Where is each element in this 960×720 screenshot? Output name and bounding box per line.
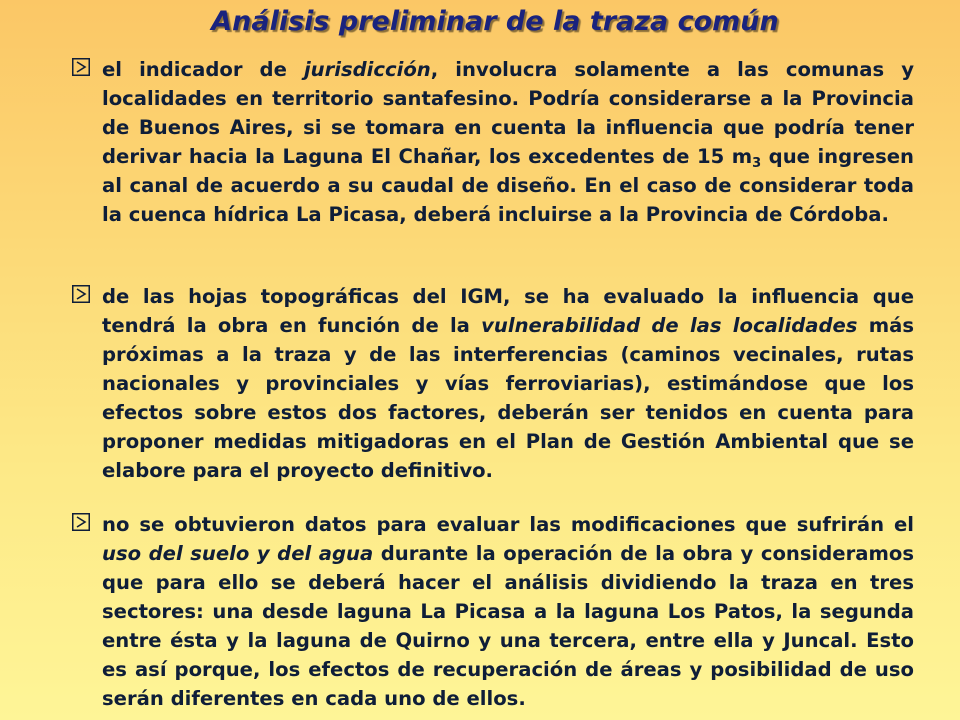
bullet-text	[102, 55, 914, 229]
bullet-item-jurisdiccion	[72, 55, 914, 229]
text-run: más próximas a la traza y de las interferencias (caminos vecinales, rutas nacionales y provinciales y vías ferroviarias), estimándose que los efectos sobre estos dos factores, deberán ser tenidos en cuenta para proponer medidas mitigadoras en el Plan de Gestión Ambiental que se elabore para el proyecto definitivo.	[102, 314, 915, 482]
emphasized-text: jurisdicción	[303, 58, 431, 81]
bullet-item-vulnerabilidad	[72, 282, 914, 485]
bullet-text	[102, 282, 914, 485]
text-run: no se obtuvieron datos para evaluar las modificaciones que sufrirán el	[102, 513, 914, 536]
arrowhead-bullet-icon	[72, 285, 90, 303]
arrowhead-bullet-icon	[72, 58, 90, 76]
text-run: el indicador de	[102, 58, 304, 81]
slide-title: Análisis preliminar de la traza común	[211, 6, 779, 37]
subscript-text: 3	[752, 156, 762, 171]
emphasized-text: vulnerabilidad de las localidades	[481, 314, 858, 337]
arrowhead-bullet-icon	[72, 513, 90, 531]
text-run: que ingresen al canal de acuerdo a su caudal de diseño. En el caso de considerar toda la cuenca hídrica La Picasa, deberá incluirse a la Provincia de Córdoba.	[102, 145, 914, 226]
text-run: de las hojas topográficas del IGM, se ha evaluado la influencia que tendrá la obra en función de la	[102, 285, 914, 337]
bullet-item-uso-suelo	[72, 510, 914, 713]
bullet-text	[102, 510, 914, 713]
emphasized-text: uso del suelo y del agua	[102, 542, 374, 565]
text-run: durante la operación de la obra y consideramos que para ello se deberá hacer el análisis dividiendo la traza en tres sectores: una desde laguna La Picasa a la laguna Los Patos, la segunda entre ésta y la laguna de Quirno y una tercera, entre ella y Juncal. Esto es así porque, los efectos de recuperación de áreas y posibilidad de uso serán diferentes en cada uno de ellos.	[102, 542, 915, 710]
text-run: , involucra solamente a las comunas y localidades en territorio santafesino. Podría considerarse a la Provincia de Buenos Aires, si se tomara en cuenta la influencia que podría tener derivar hacia la Laguna El Chañar, los excedentes de 15 m	[102, 58, 914, 168]
